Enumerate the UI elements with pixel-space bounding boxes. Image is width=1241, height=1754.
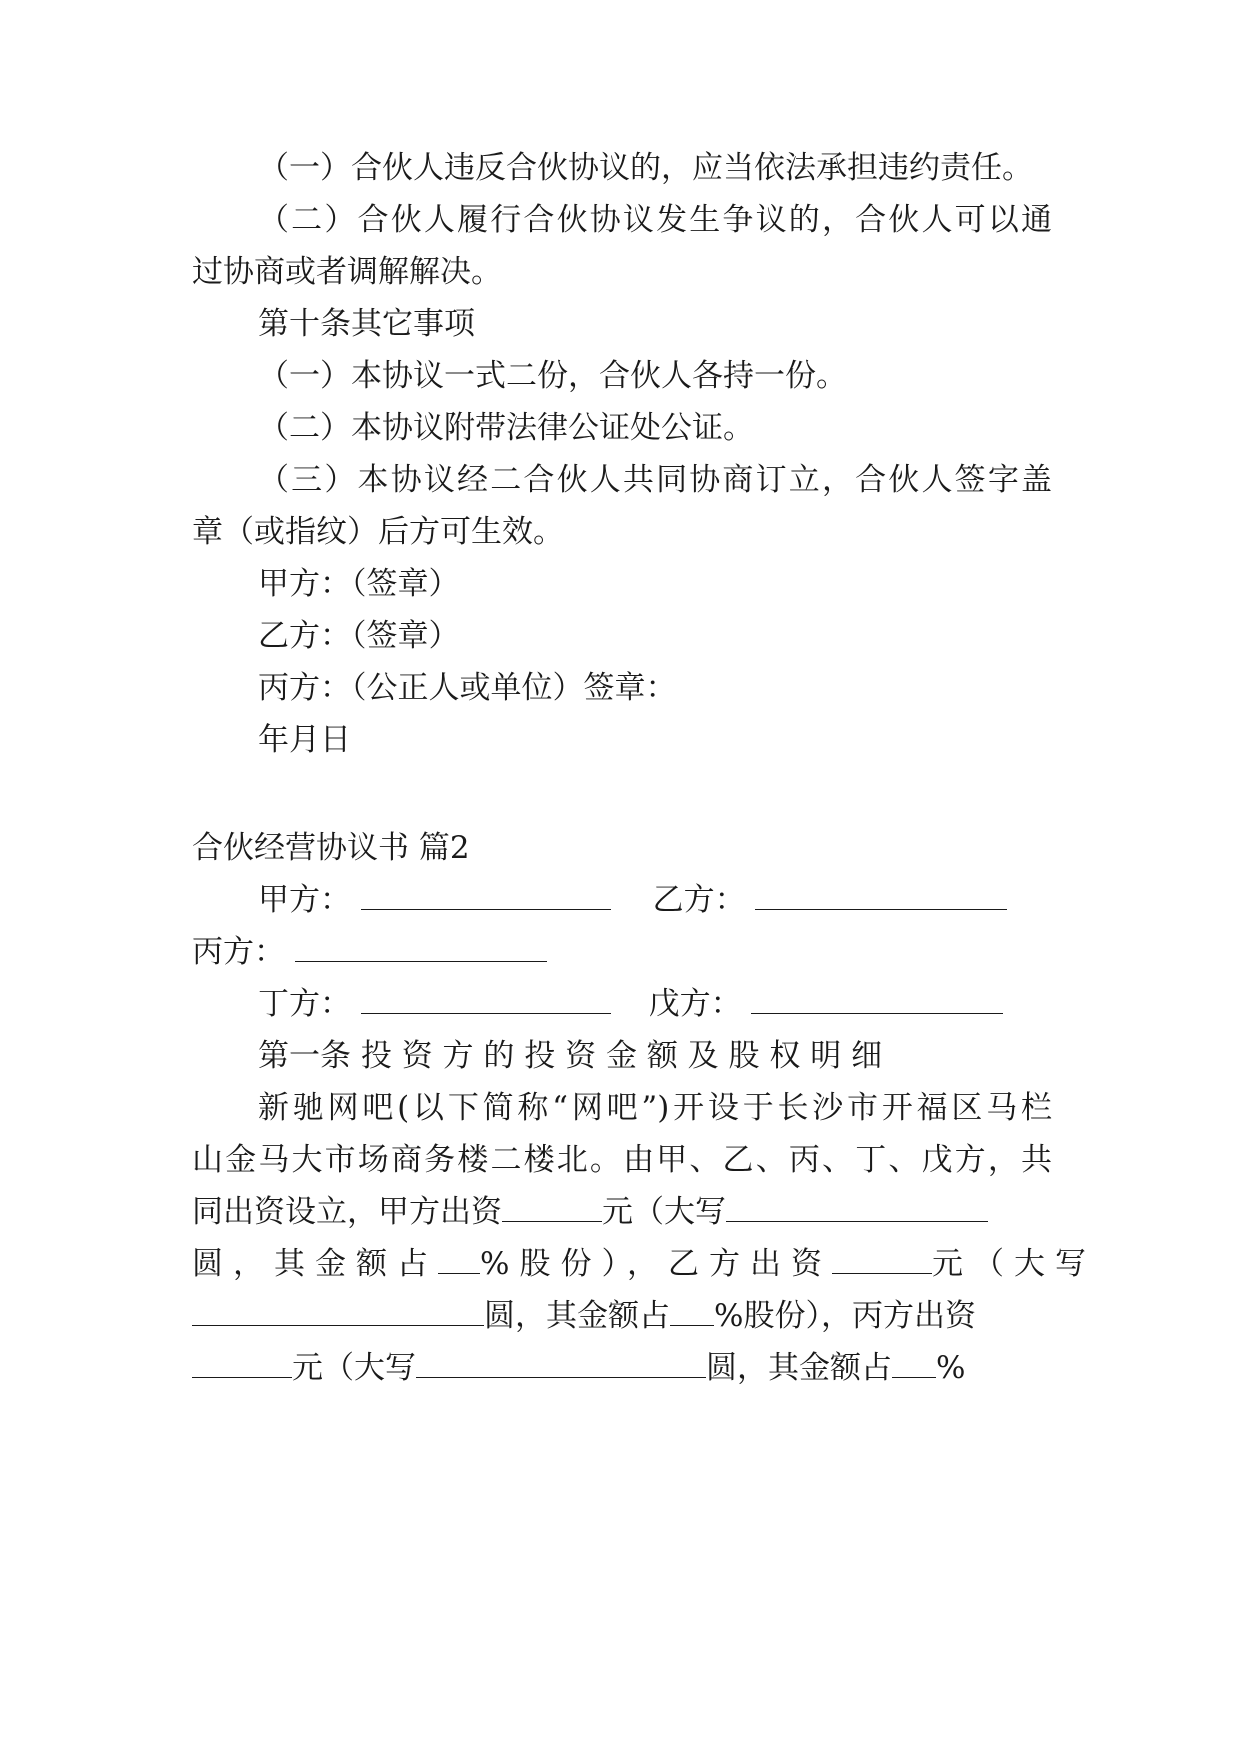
share-a-blank bbox=[438, 1245, 480, 1274]
amount-a-words-blank bbox=[726, 1193, 988, 1222]
body-4-text-a: 圆，其金额占 bbox=[192, 1246, 438, 1282]
signature-party-b: 乙方：（签章） bbox=[258, 618, 460, 654]
section-title: 合伙经营协议书 篇2 bbox=[192, 830, 470, 866]
signature-party-c: 丙方：（公正人或单位）签章： bbox=[258, 670, 677, 706]
body-5-text-a: 圆，其金额占 bbox=[484, 1298, 670, 1334]
party-a-label: 甲方： bbox=[258, 882, 351, 918]
share-b-blank bbox=[670, 1297, 714, 1326]
body-3-text-a: 同出资设立，甲方出资 bbox=[192, 1194, 502, 1230]
paragraph-other-3-line-2: 章（或指纹）后方可生效。 bbox=[192, 514, 564, 550]
body-3-text-b: 元（大写 bbox=[602, 1194, 726, 1230]
body-line-4 bbox=[192, 1244, 1096, 1284]
party-c-blank bbox=[295, 933, 547, 962]
party-c-label: 丙方： bbox=[192, 934, 285, 970]
body-6-text-b: 圆，其金额占 bbox=[706, 1350, 892, 1386]
share-c-blank bbox=[892, 1349, 936, 1378]
body-line-2: 山金马大市场商务楼二楼北。由甲、乙、丙、丁、戊方，共 bbox=[192, 1142, 1052, 1178]
paragraph-other-3-line-1: （三）本协议经二合伙人共同协商订立，合伙人签字盖 bbox=[258, 462, 1052, 498]
parties-line-1 bbox=[258, 880, 1052, 920]
article-1-heading: 第一条 投 资 方 的 投 资 金 额 及 股 权 明 细 bbox=[258, 1038, 883, 1074]
party-b-label: 乙方： bbox=[652, 882, 746, 918]
body-4-text-c: 元（大写 bbox=[931, 1246, 1096, 1282]
body-line-1: 新驰网吧(以下简称“网吧”)开设于长沙市开福区马栏 bbox=[258, 1090, 1052, 1126]
body-6-text-a: 元（大写 bbox=[292, 1350, 416, 1386]
paragraph-other-2: （二）本协议附带法律公证处公证。 bbox=[258, 410, 754, 446]
body-6-text-c: % bbox=[936, 1350, 966, 1386]
body-line-6 bbox=[192, 1348, 1052, 1388]
paragraph-clause-2-line-2: 过协商或者调解解决。 bbox=[192, 254, 502, 290]
party-a-blank bbox=[361, 881, 611, 910]
amount-b-words-blank bbox=[192, 1297, 484, 1326]
party-b-blank bbox=[755, 881, 1007, 910]
amount-c-blank bbox=[192, 1349, 292, 1378]
body-line-3 bbox=[192, 1192, 1052, 1232]
amount-b-blank bbox=[832, 1245, 932, 1274]
party-d-label: 丁方： bbox=[258, 986, 351, 1022]
party-d-blank bbox=[361, 985, 611, 1014]
paragraph-clause-2-line-1: （二）合伙人履行合伙协议发生争议的，合伙人可以通 bbox=[258, 202, 1052, 238]
signature-party-a: 甲方：（签章） bbox=[258, 566, 460, 602]
party-e-label: 戊方： bbox=[648, 986, 742, 1022]
body-4-text-b: %股份），乙方出资 bbox=[480, 1246, 832, 1282]
parties-line-2 bbox=[192, 932, 1052, 972]
amount-c-words-blank bbox=[416, 1349, 706, 1378]
parties-line-3 bbox=[258, 984, 1052, 1024]
amount-a-blank bbox=[502, 1193, 602, 1222]
paragraph-clause-1: （一）合伙人违反合伙协议的，应当依法承担违约责任。 bbox=[258, 150, 1033, 186]
party-e-blank bbox=[751, 985, 1003, 1014]
body-line-5 bbox=[192, 1296, 1052, 1336]
signature-date: 年月日 bbox=[258, 722, 351, 758]
article-10-heading: 第十条其它事项 bbox=[258, 306, 475, 342]
body-5-text-b: %股份），丙方出资 bbox=[714, 1298, 976, 1334]
paragraph-other-1: （一）本协议一式二份，合伙人各持一份。 bbox=[258, 358, 847, 394]
